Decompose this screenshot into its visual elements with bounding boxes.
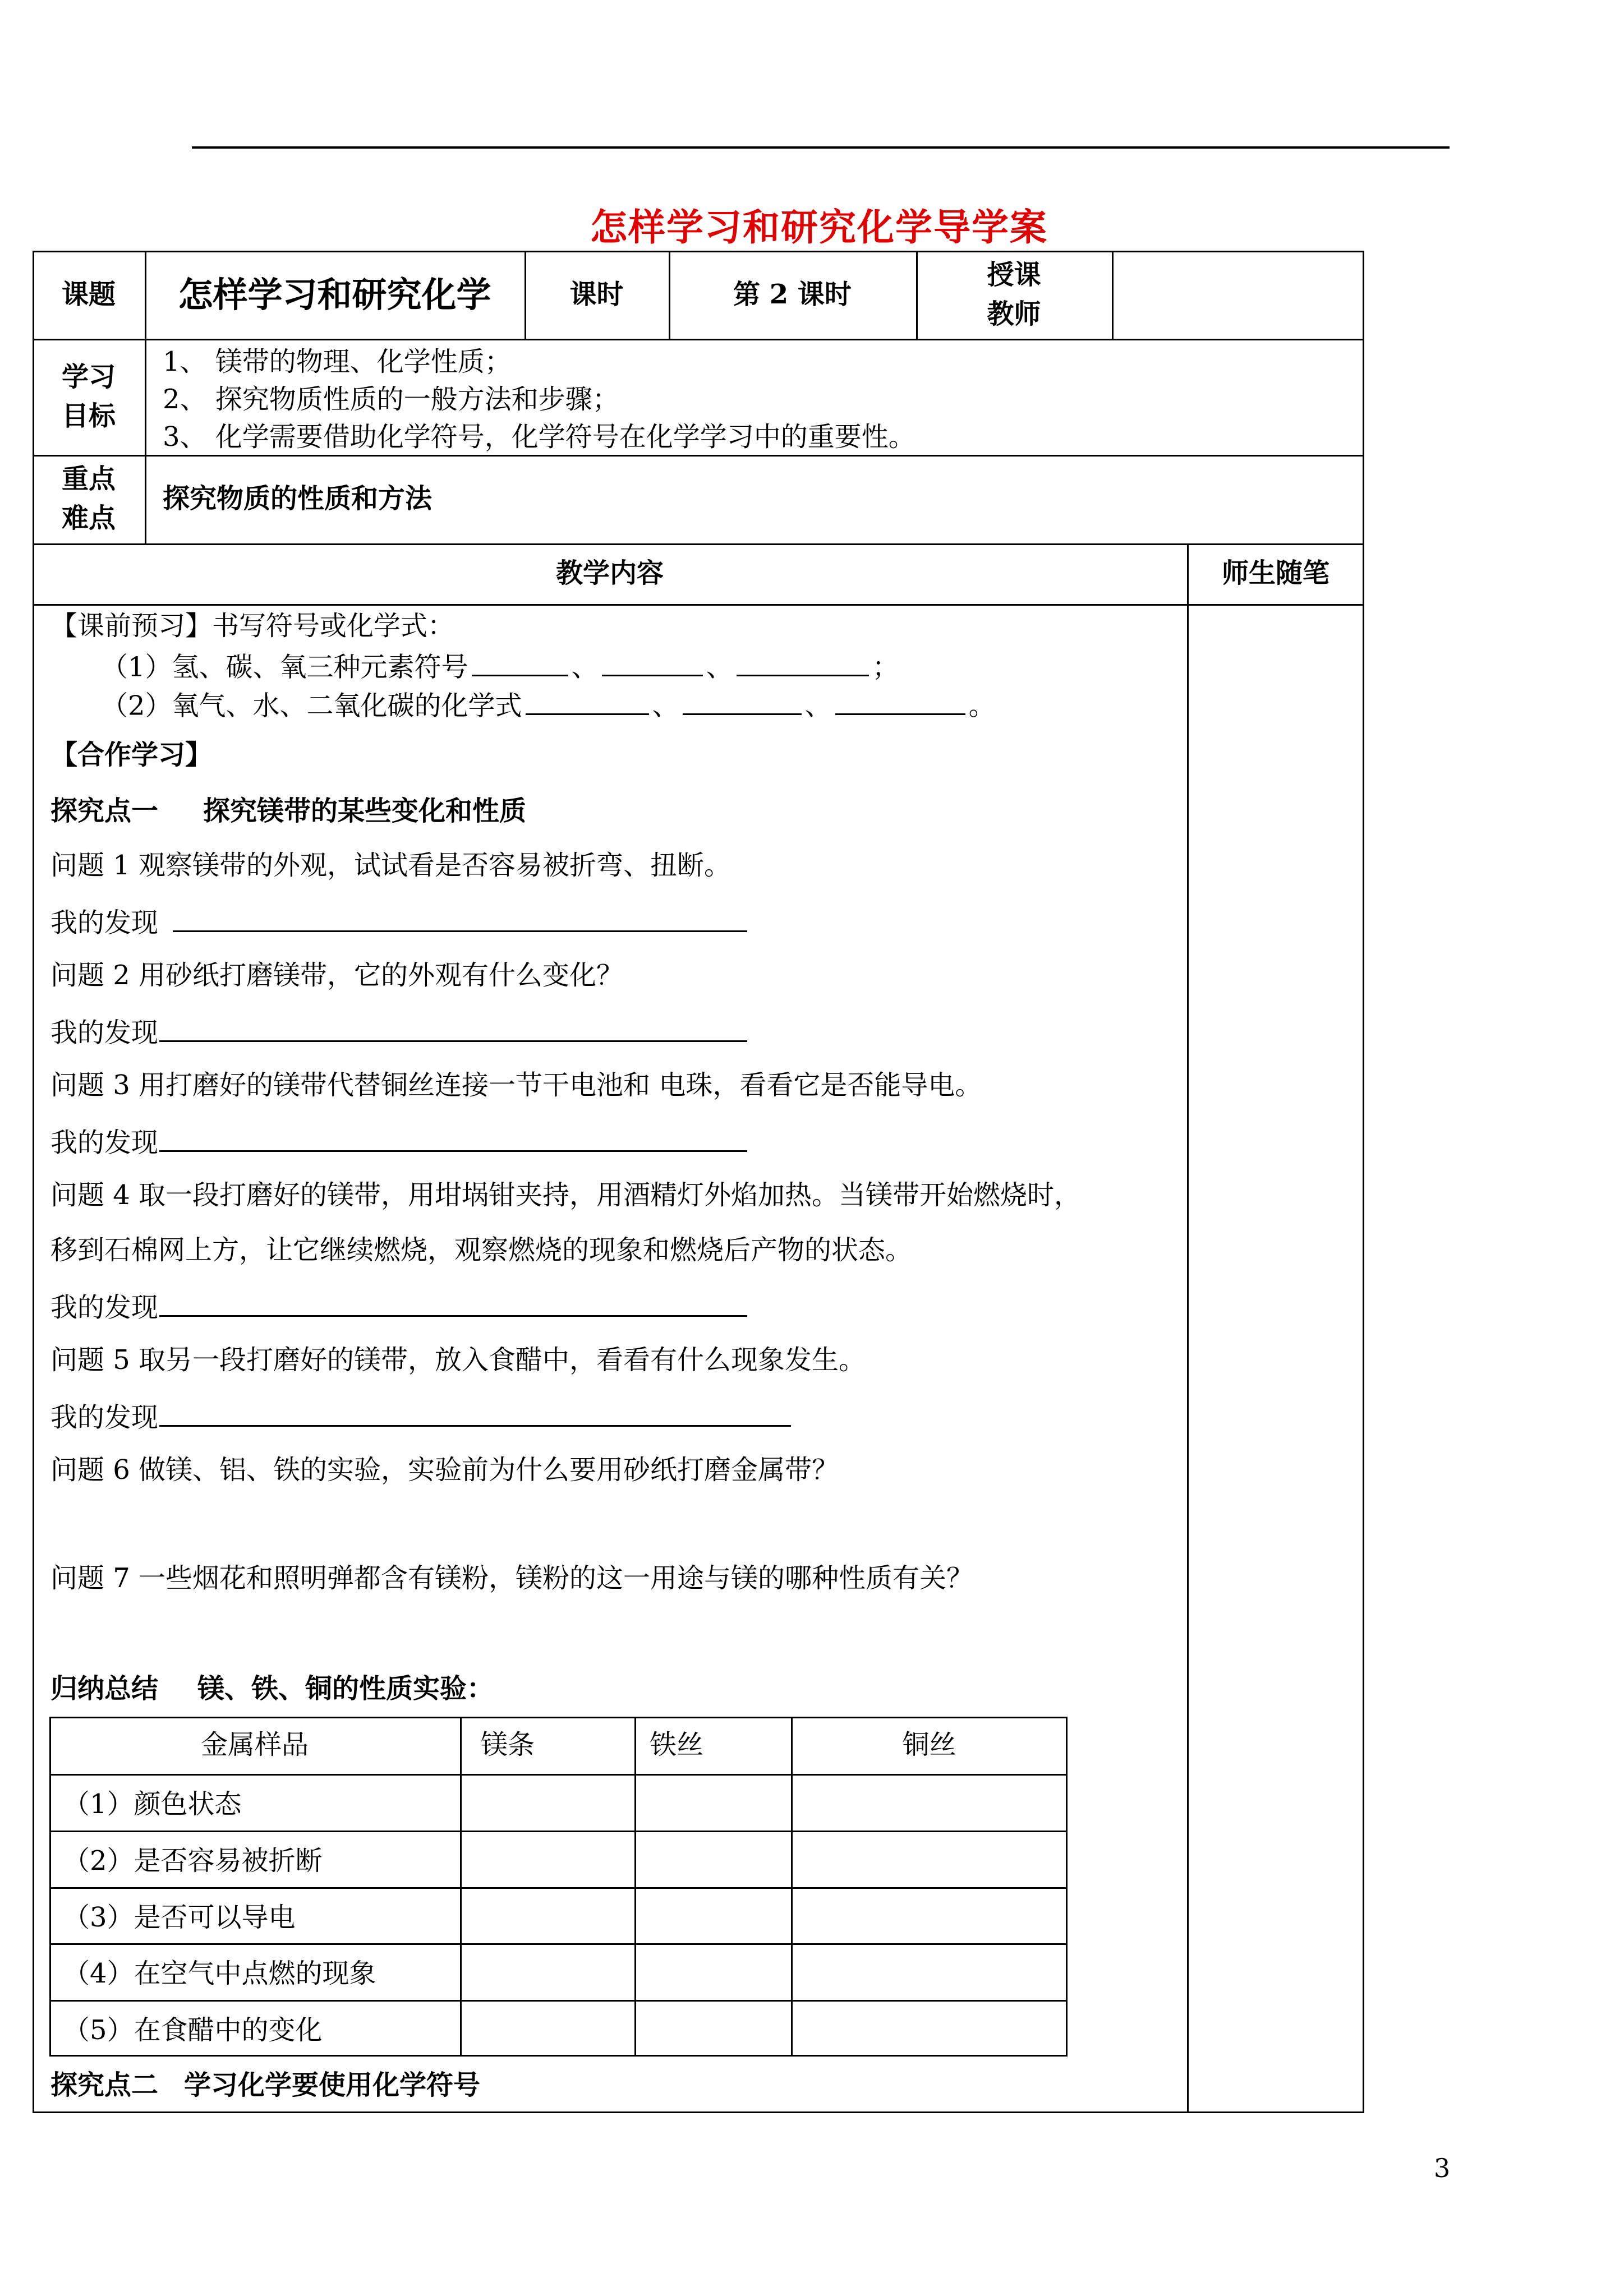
preview-q2-prefix: （2）氧气、水、二氧化碳的化学式: [101, 690, 522, 722]
explore2-label: 探究点二: [50, 2069, 159, 2101]
finding-4: [50, 1289, 751, 1324]
question-2: 问题 2 用砂纸打磨镁带，它的外观有什么变化？: [50, 960, 624, 991]
key-label-line2: 难点: [61, 502, 116, 534]
key-value: 探究物质的性质和方法: [163, 483, 433, 514]
blank-c-symbol[interactable]: [602, 649, 703, 676]
question-5: 问题 5 取另一段打磨好的镁带，放入食醋中，看看有什么现象发生。: [50, 1344, 866, 1376]
finding-3-blank[interactable]: [159, 1124, 747, 1152]
finding-4-label: 我的发现: [50, 1292, 159, 1324]
finding-1-blank[interactable]: [173, 905, 747, 932]
question-4a: 问题 4 取一段打磨好的镁带，用坩埚钳夹持，用酒精灯外焰加热。当镁带开始燃烧时，: [50, 1179, 1082, 1211]
coop-title: 【合作学习】: [50, 739, 213, 771]
question-3: 问题 3 用打磨好的镁带代替铜丝连接一节干电池和 电珠，看看它是否能导电。: [50, 1069, 982, 1101]
finding-2-label: 我的发现: [50, 1017, 159, 1049]
props-row-4: （4）在空气中点燃的现象: [63, 1958, 376, 1989]
question-6: 问题 6 做镁、铝、铁的实验，实验前为什么要用砂纸打磨金属带？: [50, 1454, 839, 1486]
preview-q2: [101, 688, 996, 722]
summary-title: 镁、铁、铜的性质实验：: [197, 1673, 494, 1704]
preview-q2-sep1: 、: [652, 690, 679, 722]
finding-5-label: 我的发现: [50, 1401, 159, 1433]
teacher-label-line1: 授课: [987, 259, 1041, 291]
summary-label: 归纳总结: [50, 1673, 159, 1704]
finding-3-label: 我的发现: [50, 1127, 159, 1159]
finding-1-label: 我的发现: [50, 907, 159, 939]
finding-4-blank[interactable]: [159, 1289, 747, 1317]
blank-h-symbol[interactable]: [472, 649, 568, 676]
explore1-label: 探究点一: [50, 795, 159, 827]
props-row-5: （5）在食醋中的变化: [63, 2014, 323, 2046]
finding-5: [50, 1399, 794, 1434]
preview-title-text: 【课前预习】书写符号或化学式：: [50, 610, 455, 642]
goal-item-2: 2、 探究物质性质的一般方法和步骤；: [163, 384, 619, 415]
props-row-3: （3）是否可以导电: [63, 1902, 296, 1933]
goals-label-line2: 目标: [61, 400, 116, 432]
preview-q1-sep1: 、: [571, 651, 599, 683]
props-header-fe: 铁丝: [649, 1729, 703, 1761]
period-label: 课时: [569, 278, 624, 310]
content-header: 教学内容: [555, 557, 664, 589]
blank-o2-formula[interactable]: [526, 688, 649, 715]
blank-co2-formula[interactable]: [835, 688, 965, 715]
goal-item-1: 1、 镁带的物理、化学性质；: [163, 346, 512, 377]
preview-q1-prefix: （1）氢、碳、氧三种元素符号: [101, 651, 468, 683]
page-number: 3: [1434, 2153, 1451, 2183]
props-header-sample: 金属样品: [200, 1729, 309, 1761]
teacher-label-line2: 教师: [987, 298, 1041, 330]
preview-title: [50, 610, 454, 643]
goal-item-3: 3、 化学需要借助化学符号，化学符号在化学学习中的重要性。: [163, 421, 915, 453]
preview-q1-sep2: 、: [706, 651, 733, 683]
explore1-heading: [50, 795, 526, 828]
blank-h2o-formula[interactable]: [683, 688, 802, 715]
notes-header: 师生随笔: [1221, 557, 1329, 589]
preview-q1: [101, 649, 899, 684]
finding-2: [50, 1015, 751, 1049]
props-row-1: （1）颜色状态: [63, 1788, 242, 1820]
question-1: 问题 1 观察镁带的外观，试试看是否容易被折弯、扭断。: [50, 850, 732, 881]
finding-2-blank[interactable]: [159, 1015, 747, 1042]
preview-q2-end: 。: [968, 690, 996, 722]
key-label-line1: 重点: [61, 463, 116, 495]
key-label: [33, 455, 145, 543]
teacher-value: [1112, 251, 1364, 339]
question-4b: 移到石棉网上方，让它继续燃烧，观察燃烧的现象和燃烧后产物的状态。: [50, 1234, 913, 1266]
props-header-cu: 铜丝: [902, 1729, 956, 1761]
topic-label: 课题: [61, 278, 116, 310]
summary-heading: [50, 1673, 494, 1705]
blank-o-symbol[interactable]: [737, 649, 869, 676]
props-row-2: （2）是否容易被折断: [63, 1845, 323, 1877]
explore2-heading: [50, 2069, 480, 2102]
goals-label-line1: 学习: [61, 361, 116, 393]
goals-label: [33, 339, 145, 455]
finding-5-blank[interactable]: [159, 1399, 791, 1427]
explore1-title: 探究镁带的某些变化和性质: [203, 795, 527, 827]
explore2-title: 学习化学要使用化学符号: [184, 2069, 481, 2101]
finding-3: [50, 1124, 751, 1159]
document-title: 怎样学习和研究化学导学案: [590, 205, 1048, 249]
question-7: 问题 7 一些烟花和照明弹都含有镁粉，镁粉的这一用途与镁的哪种性质有关？: [50, 1562, 974, 1594]
preview-q2-sep2: 、: [804, 690, 832, 722]
finding-1: [50, 905, 751, 939]
teacher-label: [916, 251, 1112, 339]
props-header-mg: 镁条: [480, 1729, 535, 1761]
topic-value: 怎样学习和研究化学: [178, 274, 491, 315]
period-value: 第 2 课时: [733, 278, 852, 310]
preview-q1-end: ；: [872, 651, 899, 683]
header-rule: [192, 146, 1450, 149]
